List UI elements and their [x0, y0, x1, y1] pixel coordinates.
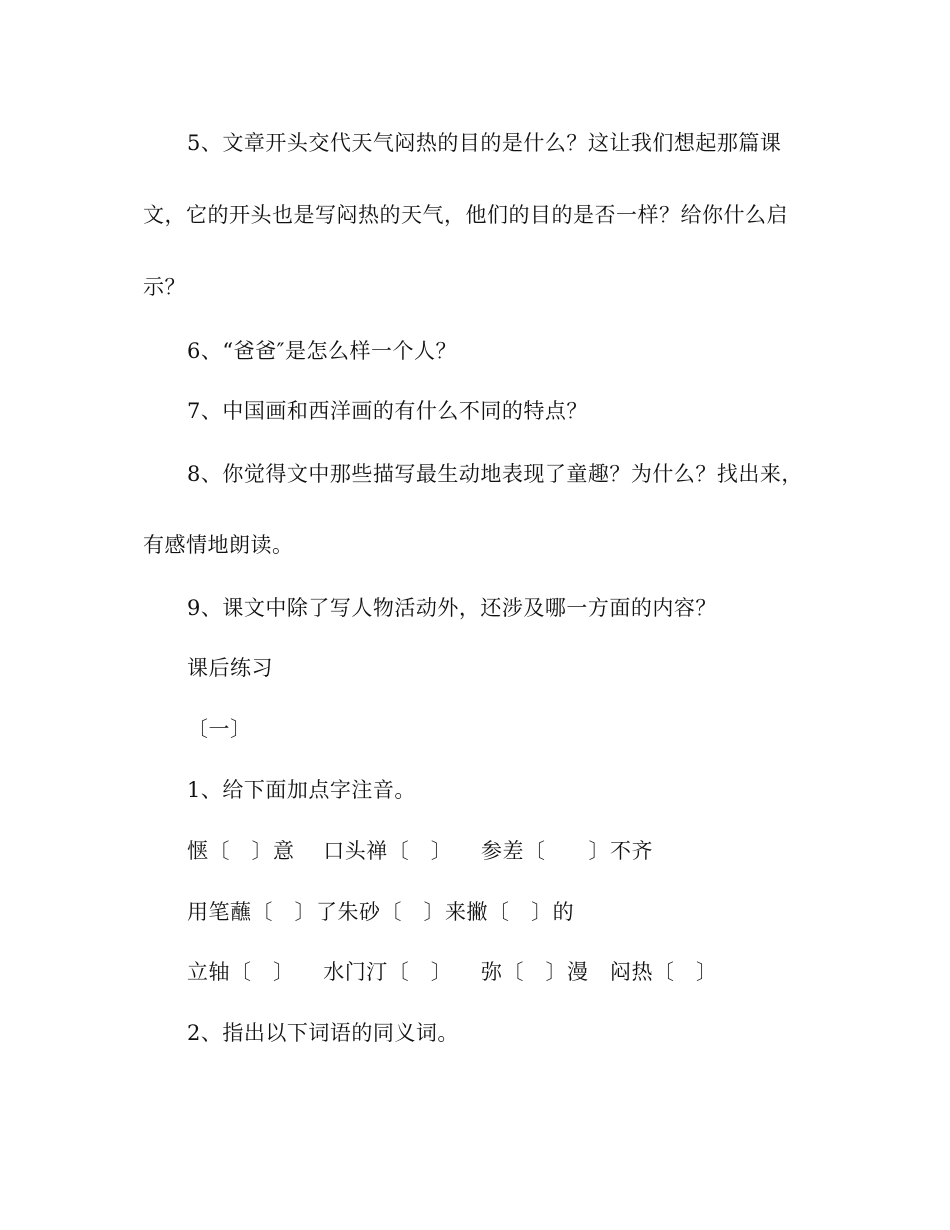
exercise-1-prompt: 1、给下面加点字注音。 — [187, 778, 416, 802]
exercise-1-row-2: 用笔蘸〔 〕了朱砂〔 〕来撇〔 〕的 — [187, 900, 575, 924]
exercise-1-row-1: 惬〔 〕意 口头禅〔 〕 参差〔 〕不齐 — [187, 839, 654, 863]
question-5-line-3: 示？ — [143, 275, 186, 299]
question-5-line-1: 5、文章开头交代天气闷热的目的是什么？这让我们想起那篇课 — [187, 131, 782, 155]
section-heading: 课后练习 — [187, 656, 273, 680]
question-8-line-1: 8、你觉得文中那些描写最生动地表现了童趣？为什么？找出来， — [187, 462, 803, 486]
question-9: 9、课文中除了写人物活动外，还涉及哪一方面的内容？ — [187, 596, 717, 620]
question-5-line-2: 文，它的开头也是写闷热的天气，他们的目的是否一样？给你什么启 — [143, 203, 788, 227]
subsection-marker: 〔一〕 — [187, 717, 252, 741]
question-6: 6、“爸爸″是怎么样一个人？ — [187, 339, 457, 363]
question-8-line-2: 有感情地朗读。 — [143, 533, 294, 557]
exercise-1-row-3: 立轴〔 〕 水门汀〔 〕 弥〔 〕漫 闷热〔 〕 — [187, 960, 718, 984]
question-7: 7、中国画和西洋画的有什么不同的特点？ — [187, 399, 588, 423]
exercise-2-prompt: 2、指出以下词语的同义词。 — [187, 1021, 459, 1045]
